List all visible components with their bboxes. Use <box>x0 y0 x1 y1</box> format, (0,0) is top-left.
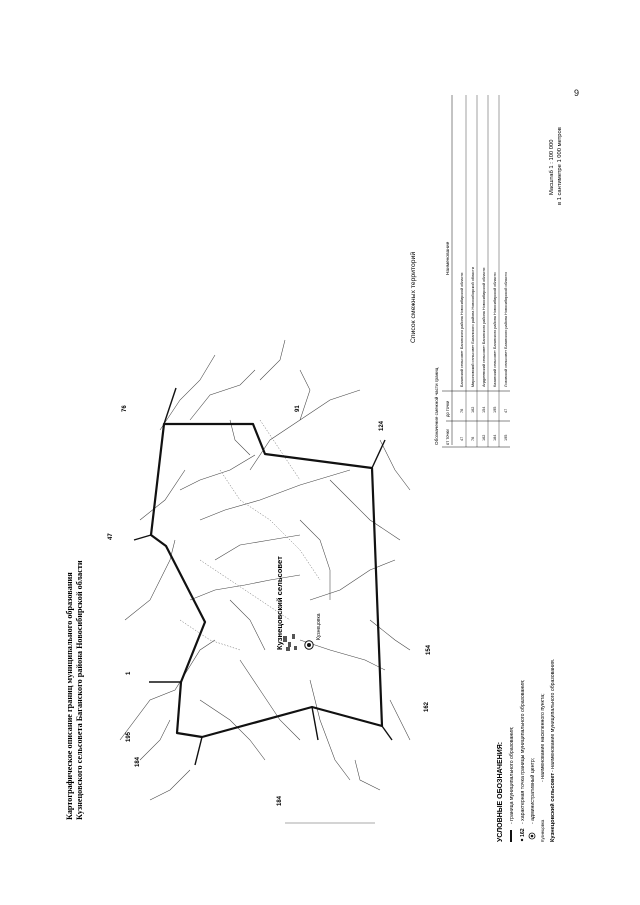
adjacent-table <box>433 95 510 447</box>
adjacent-title: Список смежных территорий <box>410 251 417 343</box>
point-label-184: 184 <box>135 756 141 767</box>
settlement-cluster <box>283 634 297 651</box>
row4-name: Казанский сельсовет Баганского района Новосибирской области <box>493 272 497 387</box>
row2-name: Мироновский сельсовет Баганского района Новосибирской области <box>471 267 475 387</box>
row3-name: Андреевский сельсовет Баганского района Новосибирской области <box>482 267 486 387</box>
row1-name: Баганский сельсовет Баганского района Новосибирской области <box>460 272 464 387</box>
point-label-195: 195 <box>126 731 132 742</box>
page-number: 9 <box>574 88 580 98</box>
title-line-2: Кузнецовского сельсовета Баганского района Новосибирской области <box>75 560 84 820</box>
adjacent-territories <box>409 252 417 343</box>
adjacent-col-from: от точки <box>445 429 450 445</box>
scale-line-2: в 1 сантиметре 1 000 метров <box>557 127 563 205</box>
legend-text-4: - наименование населенного пункта; <box>540 693 546 782</box>
adjacent-col-name: Наименование <box>446 241 451 275</box>
point-label-91: 91 <box>295 405 301 412</box>
point-label-154: 154 <box>426 644 432 655</box>
point-label-184-outer: 184 <box>277 795 283 806</box>
point-label-47: 47 <box>108 533 114 540</box>
legend-text-2: - характерная точка границы муниципального образования; <box>520 679 526 824</box>
legend <box>497 659 556 842</box>
legend-heading: УСЛОВНЫЕ ОБОЗНАЧЕНИЯ: <box>497 741 504 842</box>
row5-name: Лозовской сельсовет Баганского района Новосибирской области <box>504 272 508 387</box>
adjacent-col-points: Обозначение смежной части границ <box>434 367 439 445</box>
row3-from: 162 <box>482 434 486 441</box>
point-label-76: 76 <box>122 405 128 412</box>
legend-sample-5: Кузнецовский сельсовет <box>550 772 556 842</box>
settlement-label: Кузнецовка <box>316 613 322 640</box>
admin-center-icon <box>305 641 313 649</box>
point-label-124: 124 <box>379 420 385 431</box>
row4-to: 195 <box>493 406 497 413</box>
legend-sample-4: Кузнецовка <box>540 819 545 842</box>
adjacent-col-to: до точки <box>445 400 450 417</box>
row4-from: 184 <box>493 434 497 441</box>
row5-to: 47 <box>504 408 508 413</box>
row1-to: 76 <box>460 408 464 413</box>
legend-text-1: - граница муниципального образования; <box>509 726 515 824</box>
legend-admin-center-icon <box>529 833 535 839</box>
scale-line-1: Масштаб 1 : 100 000 <box>549 139 555 195</box>
boundary-extensions <box>134 388 392 765</box>
row2-to: 162 <box>471 406 475 413</box>
scale-block <box>549 127 563 205</box>
legend-text-5: - наименование муниципального образования. <box>550 658 556 772</box>
row5-from: 195 <box>504 434 508 441</box>
point-label-1: 1 <box>126 671 132 675</box>
legend-text-3: - административный центр; <box>530 757 536 824</box>
legend-sample-2: 162 <box>520 828 526 837</box>
row2-from: 76 <box>471 436 475 441</box>
legend-point-icon <box>521 839 523 841</box>
row1-from: 47 <box>460 436 464 441</box>
row3-to: 154 <box>482 406 486 413</box>
background-linework <box>120 340 410 800</box>
title-block <box>65 560 84 820</box>
municipality-label: Кузнецовский сельсовет <box>275 556 284 650</box>
title-line-1: Картографическое описание границ муниципального образования <box>65 572 74 820</box>
point-label-162: 162 <box>424 701 430 712</box>
